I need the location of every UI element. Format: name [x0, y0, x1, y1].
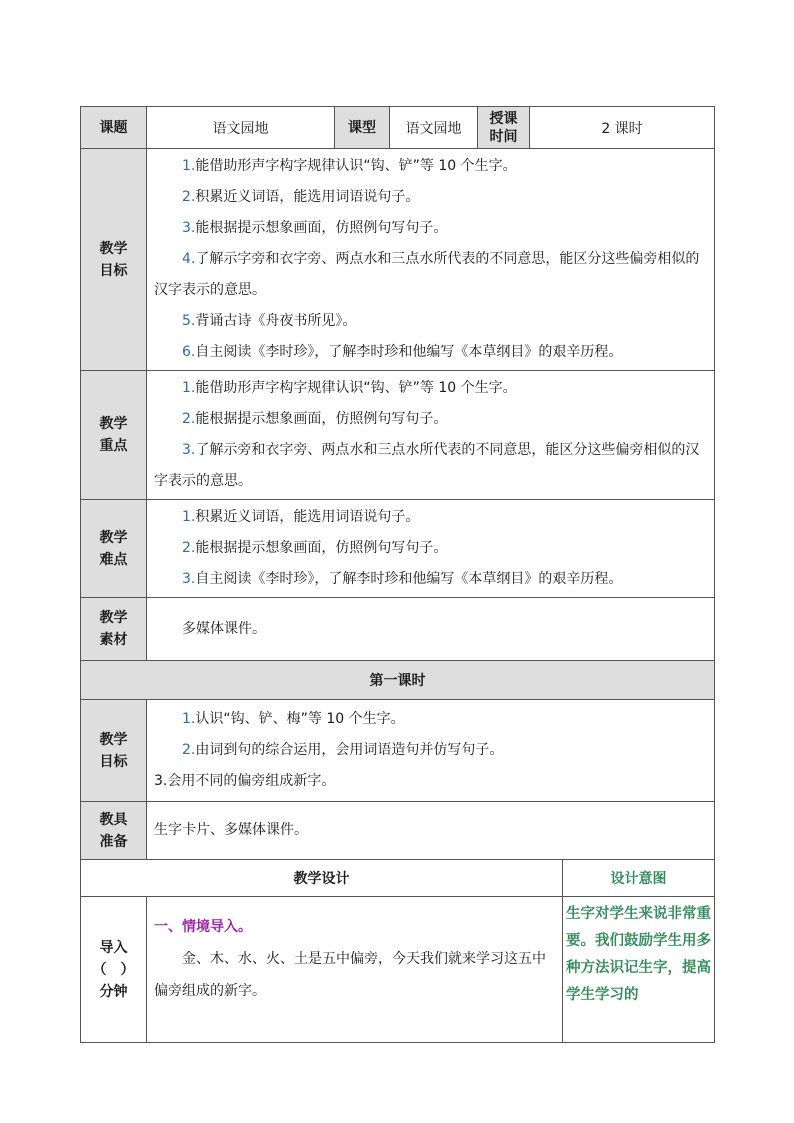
lesson1-goal-item [154, 735, 710, 766]
lesson1-goals-row [81, 700, 715, 802]
difficulty-num: 2. [182, 540, 196, 556]
topic-value: 语文园地 [147, 107, 335, 149]
goal-item [154, 244, 710, 306]
intent-content [563, 897, 715, 1043]
goal-text: 了解示字旁和衣字旁、两点水和三点水所代表的不同意思，能区分这些偏旁相似的汉字表示的意思。 [154, 251, 700, 298]
intro-text: 金、木、水、火、土是五中偏旁，今天我们就来学习这五中偏旁组成的新字。 [154, 951, 546, 999]
goal-item [154, 182, 710, 213]
materials-content [147, 598, 715, 661]
lesson1-band-row [81, 661, 715, 700]
difficulty-item [154, 502, 710, 533]
difficulties-label [81, 500, 147, 598]
keypoint-text: 能借助形声字构字规律认识“钩、铲”等 10 个生字。 [195, 380, 517, 396]
lesson1-goal-text: 认识“钩、铲、梅”等 10 个生字。 [195, 711, 405, 727]
lesson1-goal-num: 2. [182, 742, 196, 758]
lesson1-goal-num: 1. [182, 711, 196, 727]
design-header-row [81, 860, 715, 897]
tools-row [81, 802, 715, 860]
goal-num: 2. [182, 189, 196, 205]
goals-content [147, 149, 715, 371]
difficulty-text: 自主阅读《李时珍》，了解李时珍和他编写《本草纲目》的艰辛历程。 [195, 571, 623, 587]
difficulty-num: 1. [182, 509, 196, 525]
goal-text: 自主阅读《李时珍》，了解李时珍和他编写《本草纲目》的艰辛历程。 [195, 344, 623, 360]
materials-row [81, 598, 715, 661]
lesson-plan-table [80, 106, 715, 1043]
lesson1-goal-num: 3. [154, 773, 168, 789]
goal-text: 积累近义词语，能选用词语说句子。 [195, 189, 420, 205]
difficulties-label-line2: 难点 [99, 551, 128, 568]
goals-label [81, 149, 147, 371]
intro-heading: 一、情境导入。 [154, 919, 252, 935]
goal-item [154, 306, 710, 337]
lesson1-goals-content [147, 700, 715, 802]
intro-label [81, 897, 147, 1043]
intro-row [81, 897, 715, 1043]
intro-content [147, 897, 563, 1043]
type-label: 课型 [335, 107, 390, 149]
lesson1-goal-text: 由词到句的综合运用，会用词语造句并仿写句子。 [195, 742, 504, 758]
keypoints-label-line2: 重点 [99, 438, 128, 454]
tools-label-line1: 教具 [99, 811, 128, 828]
difficulty-item [154, 564, 710, 595]
goal-item [154, 151, 710, 182]
difficulties-label-line1: 教学 [99, 529, 128, 546]
difficulties-row [81, 500, 715, 598]
tools-label-line2: 准备 [99, 833, 128, 850]
difficulty-text: 能根据提示想象画面，仿照例句写句子。 [195, 540, 448, 556]
time-label-line2: 时间 [489, 128, 518, 145]
keypoints-label [81, 371, 147, 500]
keypoints-row [81, 371, 715, 500]
goals-row [81, 149, 715, 371]
goal-num: 1. [182, 158, 196, 174]
difficulty-item [154, 533, 710, 564]
goal-item [154, 337, 710, 368]
difficulty-num: 3. [182, 571, 196, 587]
keypoint-item [154, 435, 710, 497]
intro-label-line3: 分钟 [99, 983, 128, 1000]
keypoint-text: 了解示旁和衣字旁、两点水和三点水所代表的不同意思，能区分这些偏旁相似的汉字表示的意思。 [154, 442, 700, 489]
lesson1-goal-item [154, 766, 710, 797]
goals-label-line1: 教学 [99, 240, 128, 257]
header-row [81, 107, 715, 149]
goal-item [154, 213, 710, 244]
keypoint-num: 1. [182, 380, 196, 396]
intro-label-line2: （ ） [92, 961, 135, 978]
keypoint-text: 能根据提示想象画面，仿照例句写句子。 [195, 411, 448, 427]
lesson1-goal-item [154, 704, 710, 735]
goals-label-line2: 目标 [99, 262, 128, 279]
design-header: 教学设计 [81, 860, 563, 897]
goal-num: 4. [182, 251, 196, 267]
materials-text: 多媒体课件。 [182, 620, 266, 637]
materials-label [81, 598, 147, 661]
keypoint-item [154, 404, 710, 435]
materials-label-line2: 素材 [99, 632, 128, 648]
intent-text: 生字对学生来说非常重要。我们鼓励学生用多种方法识记生字，提高学生学习的 [566, 906, 711, 1003]
intro-label-line1: 导入 [99, 939, 128, 956]
type-value: 语文园地 [390, 107, 478, 149]
lesson1-goals-label [81, 700, 147, 802]
lesson1-goal-text: 会用不同的偏旁组成新字。 [167, 773, 336, 789]
goal-num: 5. [182, 313, 196, 329]
time-label-line1: 授课 [489, 110, 518, 127]
lesson1-title: 第一课时 [81, 661, 715, 700]
difficulties-content [147, 500, 715, 598]
lesson1-goals-label-line2: 目标 [99, 753, 128, 770]
time-label [478, 107, 530, 149]
tools-text: 生字卡片、多媒体课件。 [154, 822, 308, 838]
materials-label-line1: 教学 [99, 610, 128, 626]
goal-text: 能借助形声字构字规律认识“钩、铲”等 10 个生字。 [195, 158, 517, 174]
goal-text: 背诵古诗《舟夜书所见》。 [195, 313, 357, 329]
tools-content [147, 802, 715, 860]
time-value: 2 课时 [530, 107, 715, 149]
keypoint-num: 2. [182, 411, 196, 427]
intent-header: 设计意图 [563, 860, 715, 897]
tools-label [81, 802, 147, 860]
topic-label: 课题 [81, 107, 147, 149]
goal-text: 能根据提示想象画面，仿照例句写句子。 [195, 220, 448, 236]
goal-num: 6. [182, 344, 196, 360]
keypoint-item [154, 373, 710, 404]
keypoint-num: 3. [182, 442, 196, 458]
keypoints-label-line1: 教学 [99, 416, 128, 432]
keypoints-content [147, 371, 715, 500]
lesson1-goals-label-line1: 教学 [99, 731, 128, 748]
difficulty-text: 积累近义词语，能选用词语说句子。 [195, 509, 420, 525]
goal-num: 3. [182, 220, 196, 236]
